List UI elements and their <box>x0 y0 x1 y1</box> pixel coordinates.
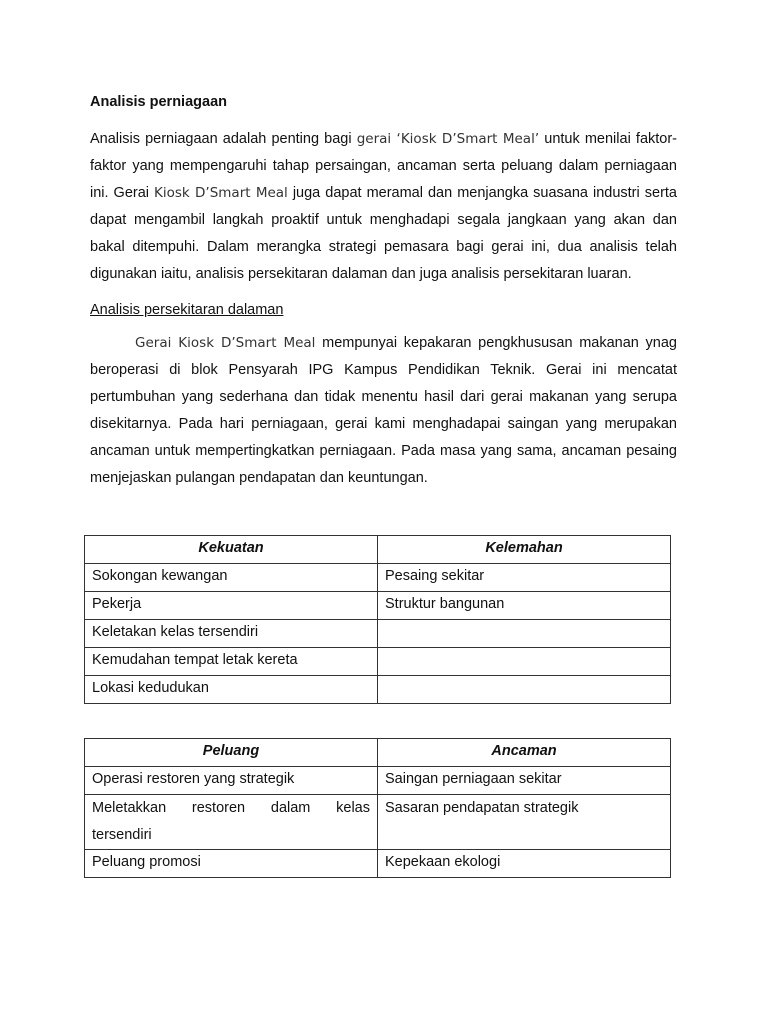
table-row <box>85 795 671 850</box>
table-cell: Pesaing sekitar <box>378 564 671 592</box>
table-cell: Peluang promosi <box>85 850 378 878</box>
table-cell: Operasi restoren yang strategik <box>85 767 378 795</box>
opportunities-threats-table <box>84 738 671 878</box>
table-row <box>85 767 671 795</box>
table-row <box>85 620 671 648</box>
strengths-weaknesses-table <box>84 535 671 704</box>
table-cell: Keletakan kelas tersendiri <box>85 620 378 648</box>
table-cell: Lokasi kedudukan <box>85 676 378 704</box>
table-header-row <box>85 536 671 564</box>
table-cell <box>378 676 671 704</box>
table-cell: Kepekaan ekologi <box>378 850 671 878</box>
kiosk-name-3: Gerai Kiosk D’Smart Meal <box>135 335 316 351</box>
table-row <box>85 592 671 620</box>
table-cell: Sasaran pendapatan strategik <box>378 795 671 850</box>
table-row <box>85 676 671 704</box>
table-cell <box>378 620 671 648</box>
section-paragraph <box>90 330 677 492</box>
intro-text-1: Analisis perniagaan adalah penting bagi <box>90 131 357 147</box>
table-row <box>85 564 671 592</box>
table-row <box>85 850 671 878</box>
cell-line-1: Meletakkan restoren dalam kelas <box>92 800 370 816</box>
section-text: mempunyai kepakaran pengkhususan makanan ynag beroperasi di blok Pensyarah IPG Kampus Pendidikan Teknik. Gerai ini mencatat pertumbuhan yang sederhana dan tidak menentu hasil dari gerai makanan yang serupa disekitarnya. Pada hari perniagaan, gerai kami menghadapai saingan yang merupakan ancaman untuk mempertingkatkan perniagaan. Pada masa yang sama, ancaman pesaing menjejaskan pulangan pendapatan dan keuntungan. <box>90 335 677 486</box>
cell-line-2: tersendiri <box>92 827 152 843</box>
table-cell <box>378 648 671 676</box>
intro-paragraph <box>90 126 677 288</box>
table-cell <box>85 795 378 850</box>
intro-text-3: juga dapat meramal dan menjangka suasana industri serta dapat mengambil langkah proaktif untuk menghadapi segala jangkaan yang akan dan bakal ditempuhi. Dalam merangka strategi pemasara bagi gerai ini, dua analisis telah digunakan iaitu, analisis persekitaran dalaman dan juga analisis persekitaran luaran. <box>90 185 677 282</box>
section-heading: Analisis persekitaran dalaman <box>90 302 284 318</box>
table-cell: Pekerja <box>85 592 378 620</box>
table-cell: Struktur bangunan <box>378 592 671 620</box>
intro-text-2: untuk menilai faktor-faktor yang mempengaruhi tahap persaingan, ancaman serta peluang dalam perniagaan ini. Gerai <box>90 131 678 201</box>
header-weaknesses: Kelemahan <box>378 536 671 564</box>
document-title: Analisis perniagaan <box>90 94 227 110</box>
table-header-row <box>85 739 671 767</box>
header-opportunities: Peluang <box>85 739 378 767</box>
table-cell: Kemudahan tempat letak kereta <box>85 648 378 676</box>
kiosk-name-1: gerai ‘Kiosk D’Smart Meal’ <box>356 131 540 147</box>
table-row <box>85 648 671 676</box>
table-cell: Sokongan kewangan <box>85 564 378 592</box>
document-body <box>90 92 677 492</box>
header-strengths: Kekuatan <box>85 536 378 564</box>
table-cell: Saingan perniagaan sekitar <box>378 767 671 795</box>
header-threats: Ancaman <box>378 739 671 767</box>
kiosk-name-2: Kiosk D’Smart Meal <box>154 185 288 201</box>
